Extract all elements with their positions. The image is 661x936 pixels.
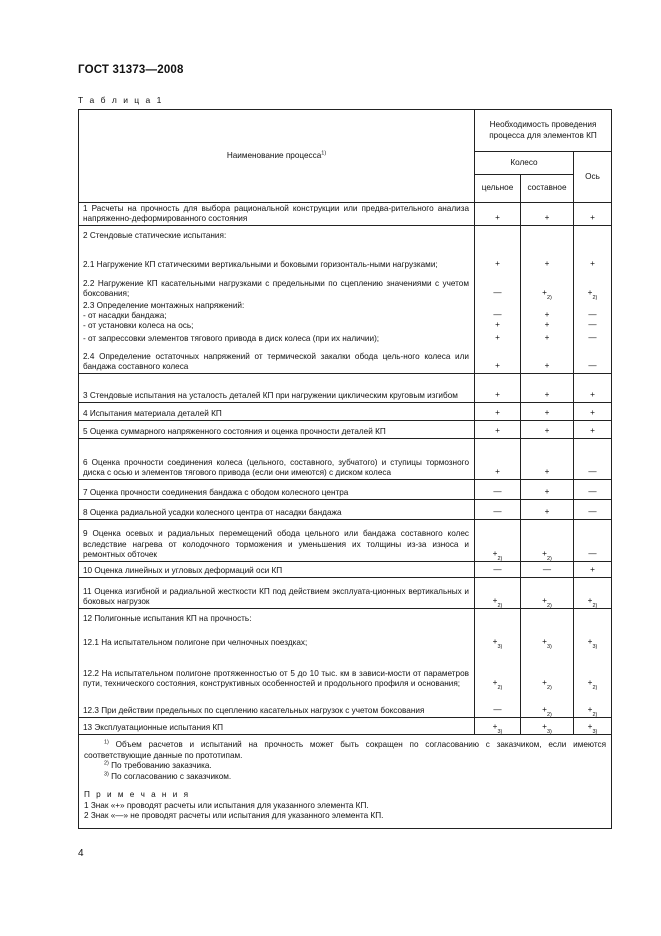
mark-cell-composite: [521, 403, 574, 421]
process-name: 12.1 На испытательном полигоне при челночных поездках;: [83, 637, 308, 647]
mark-value: +: [587, 287, 593, 297]
mark-value: +: [544, 389, 550, 399]
table-row: [79, 718, 612, 735]
table-row: [79, 203, 612, 226]
process-name: 11 Оценка изгибной и радиальной жесткости КП под действием эксплуата-ционных вертикальных и боковых нагрузок: [83, 586, 469, 606]
table-row: [79, 480, 612, 500]
mark-value: +: [492, 595, 498, 605]
mark-value: +: [590, 564, 595, 574]
mark-value: —: [588, 360, 597, 370]
mark-value: +: [544, 466, 550, 476]
mark-cell-axle: [574, 439, 612, 480]
process-name-cell: [79, 439, 475, 480]
process-name-cell: [79, 718, 475, 735]
mark-cell-axle: [574, 421, 612, 439]
mark-value: +: [590, 425, 595, 435]
mark-value: +: [542, 287, 547, 297]
mark-value: +: [587, 721, 593, 731]
mark-cell-axle: [574, 203, 612, 226]
mark-cell-solid: [475, 203, 521, 226]
mark-value: +: [542, 704, 547, 714]
process-name: 6 Оценка прочности соединения колеса (цельного, составного, зубчатого) и ступицы тормозного диска с осью и элементов тягового привода (если они имеются) с диском колеса: [83, 457, 469, 477]
footnote: [84, 761, 606, 772]
mark-value: +: [544, 360, 550, 370]
mark-value: +: [590, 258, 595, 268]
table-row: [79, 374, 612, 403]
note-item: 2 Знак «—» не проводят расчеты или испытания для указанного элемента КП.: [84, 811, 384, 820]
mark-cell-axle: [574, 562, 612, 578]
mark-cell-composite: [521, 439, 574, 480]
mark-cell-axle: [574, 480, 612, 500]
process-name-cell: [79, 226, 475, 374]
mark-value: +: [544, 319, 550, 329]
mark-value: —: [588, 332, 597, 342]
table-row: [79, 562, 612, 578]
mark-value: +: [544, 407, 550, 417]
mark-cell-composite: [521, 480, 574, 500]
process-name: 1 Расчеты на прочность для выбора рациональной конструкции или предва-рительного анализа напряженно-деформированного состояния: [83, 203, 469, 223]
mark-value: —: [588, 506, 597, 516]
mark-value: +: [495, 360, 500, 370]
mark-cell-solid: [475, 403, 521, 421]
process-name: 4 Испытания материала деталей КП: [83, 408, 222, 418]
table-row: [79, 226, 612, 374]
mark-cell-solid: [475, 226, 521, 374]
mark-value: +: [492, 548, 498, 558]
mark-value: —: [542, 564, 552, 574]
mark-value: +: [492, 677, 498, 687]
mark-cell-solid: + 2): [475, 520, 521, 562]
footnote-mark: 3): [104, 770, 109, 777]
table-row: [79, 520, 612, 562]
mark-value: +: [590, 407, 595, 417]
mark-value: —: [588, 309, 597, 319]
mark-value: +: [544, 486, 550, 496]
mark-value: +: [542, 677, 547, 687]
table-row: [79, 421, 612, 439]
process-table: [78, 109, 612, 829]
footnote: [84, 772, 606, 783]
process-name-header: [79, 110, 475, 203]
mark-cell-axle: + 3): [574, 718, 612, 735]
mark-value: +: [544, 212, 550, 222]
mark-value: —: [493, 287, 502, 297]
mark-value: +: [495, 389, 500, 399]
mark-cell-composite: [521, 562, 574, 578]
footnote-text: Объем расчетов и испытаний на прочность может быть сокращен по согласованию с заказчиком, если имеются соответствующие данные по прототипам.: [84, 740, 607, 760]
mark-value: —: [588, 466, 597, 476]
mark-cell-composite: [521, 203, 574, 226]
mark-cell-axle: [574, 500, 612, 520]
process-name: 12.2 На испытательном полигоне протяженностью от 5 до 10 тыс. км в зависи-мости от параметров пути, технического состояния, конструктивных особенностей и продольного профиля и основания;: [83, 668, 469, 688]
process-name-cell: [79, 480, 475, 500]
mark-value: +: [495, 466, 500, 476]
process-name: 5 Оценка суммарного напряженного состояния и оценка прочности деталей КП: [83, 426, 386, 436]
mark-value: +: [495, 332, 500, 342]
mark-cell-solid: [475, 374, 521, 403]
process-name: 10 Оценка линейных и угловых деформаций оси КП: [83, 565, 283, 575]
mark-cell-composite: [521, 421, 574, 439]
mark-cell-composite: + 2): [521, 520, 574, 562]
process-name: 2.4 Определение остаточных напряжений от термической закалки обода цель-ного колеса или бандажа составного колеса: [83, 351, 469, 371]
table-caption: Т а б л и ц а 1: [78, 95, 164, 105]
process-name-cell: [79, 562, 475, 578]
table-row: [79, 500, 612, 520]
mark-cell-composite: + 2): [521, 578, 574, 609]
process-name-cell: [79, 520, 475, 562]
process-name: 8 Оценка радиальной усадки колесного центра от насадки бандажа: [83, 507, 342, 517]
process-name: 2.1 Нагружение КП статическими вертикальными и боковыми горизонталь-ными нагрузками;: [83, 259, 438, 269]
mark-value: +: [590, 212, 595, 222]
process-name: - от установки колеса на ось;: [83, 320, 194, 330]
mark-value: +: [542, 721, 547, 731]
footnote-mark: 2): [104, 760, 109, 767]
mark-value: +: [542, 636, 547, 646]
notes-title: П р и м е ч а н и я: [84, 790, 191, 799]
mark-cell-solid: [475, 500, 521, 520]
mark-cell-composite: [521, 500, 574, 520]
table-row: [79, 403, 612, 421]
mark-value: +: [587, 636, 593, 646]
mark-cell-composite: + + 2) + + + +: [521, 226, 574, 374]
mark-value: +: [495, 258, 500, 268]
process-name: 9 Оценка осевых и радиальных перемещений обода цельного или бандажа составного колес вследствие нагрева от колодочного торможения и уменьшения их толщины из-за износа и ремонтных обточек: [83, 529, 469, 559]
necessity-header: Необходимость проведения процесса для элементов КП: [475, 110, 612, 152]
mark-value: —: [493, 704, 502, 714]
document-header: ГОСТ 31373—2008: [78, 64, 184, 76]
mark-value: +: [544, 332, 550, 342]
mark-cell-axle: [574, 403, 612, 421]
mark-value: +: [492, 636, 498, 646]
mark-cell-axle: + 2): [574, 578, 612, 609]
mark-value: —: [493, 506, 502, 516]
mark-value: +: [544, 309, 550, 319]
footnotes: [84, 740, 606, 782]
process-name-cell: [79, 374, 475, 403]
process-name-cell: [79, 578, 475, 609]
mark-value: —: [588, 319, 597, 329]
mark-value: —: [493, 564, 502, 574]
notes: [84, 801, 606, 822]
footnotes-cell: [79, 735, 612, 829]
mark-cell-composite: + 3) + 2) + 2): [521, 609, 574, 718]
mark-cell-solid: [475, 562, 521, 578]
mark-cell-composite: [521, 374, 574, 403]
mark-cell-solid: + 3) + 2) —: [475, 609, 521, 718]
table-row: [79, 439, 612, 480]
mark-value: +: [587, 595, 593, 605]
mark-value: +: [542, 595, 547, 605]
footnote-mark: 1): [104, 739, 109, 746]
mark-value: —: [493, 309, 502, 319]
mark-cell-axle: + + 2) — — — —: [574, 226, 612, 374]
process-name: 2.2 Нагружение КП касательными нагрузками с предельными по сцеплению значениями с учетом боксования;: [83, 278, 469, 298]
composite-wheel-header: составное: [521, 175, 574, 203]
process-name: 7 Оценка прочности соединения бандажа с ободом колесного центра: [83, 487, 349, 497]
mark-value: +: [492, 721, 498, 731]
mark-value: +: [544, 506, 550, 516]
footnote-text: По согласованию с заказчиком.: [111, 771, 232, 781]
mark-cell-axle: [574, 374, 612, 403]
mark-value: —: [588, 486, 597, 496]
mark-value: +: [544, 258, 550, 268]
mark-cell-axle: [574, 520, 612, 562]
mark-value: +: [495, 425, 500, 435]
table-row: [79, 609, 612, 718]
mark-cell-composite: + 3): [521, 718, 574, 735]
mark-value: +: [590, 389, 595, 399]
process-name: 3 Стендовые испытания на усталость деталей КП при нагружении циклическим круговым изгибом: [83, 390, 458, 400]
mark-cell-solid: + 3): [475, 718, 521, 735]
footnote: [84, 740, 606, 761]
mark-value: +: [587, 677, 593, 687]
process-name-cell: [79, 203, 475, 226]
process-name-cell: [79, 609, 475, 718]
process-name-cell: [79, 500, 475, 520]
mark-cell-solid: [475, 439, 521, 480]
mark-value: +: [495, 407, 500, 417]
mark-value: +: [495, 319, 500, 329]
wheel-header: Колесо: [475, 152, 574, 175]
mark-value: —: [493, 486, 502, 496]
process-name: 13 Эксплуатационные испытания КП: [83, 722, 224, 732]
mark-value: +: [544, 425, 550, 435]
process-name-cell: [79, 421, 475, 439]
process-name-header-sup: 1): [321, 150, 327, 157]
mark-value: +: [495, 212, 500, 222]
solid-wheel-header: цельное: [475, 175, 521, 203]
note-item: 1 Знак «+» проводят расчеты или испытания для указанного элемента КП.: [84, 800, 369, 810]
axle-header: Ось: [574, 152, 612, 203]
process-name: 2 Стендовые статические испытания:: [83, 230, 227, 240]
process-name: 12.3 При действии предельных по сцеплению касательных нагрузок с учетом боксования: [83, 705, 425, 715]
process-name: 12 Полигонные испытания КП на прочность:: [83, 613, 252, 623]
mark-cell-solid: + 2): [475, 578, 521, 609]
footnote-text: По требованию заказчика.: [111, 761, 212, 770]
mark-cell-solid: [475, 421, 521, 439]
process-name: - от запрессовки элементов тягового привода в диск колеса (при их наличии);: [83, 333, 380, 343]
mark-cell-solid: [475, 480, 521, 500]
mark-value: +: [587, 704, 593, 714]
process-name: - от насадки бандажа;: [83, 310, 167, 320]
mark-value: —: [588, 548, 597, 558]
mark-cell-axle: + 3) + 2) + 2): [574, 609, 612, 718]
mark-value: +: [542, 548, 547, 558]
process-name-header-label: Наименование процесса: [226, 150, 322, 160]
process-name-cell: [79, 403, 475, 421]
process-name: 2.3 Определение монтажных напряжений:: [83, 300, 245, 310]
table-row: [79, 578, 612, 609]
page-number: 4: [78, 848, 84, 859]
